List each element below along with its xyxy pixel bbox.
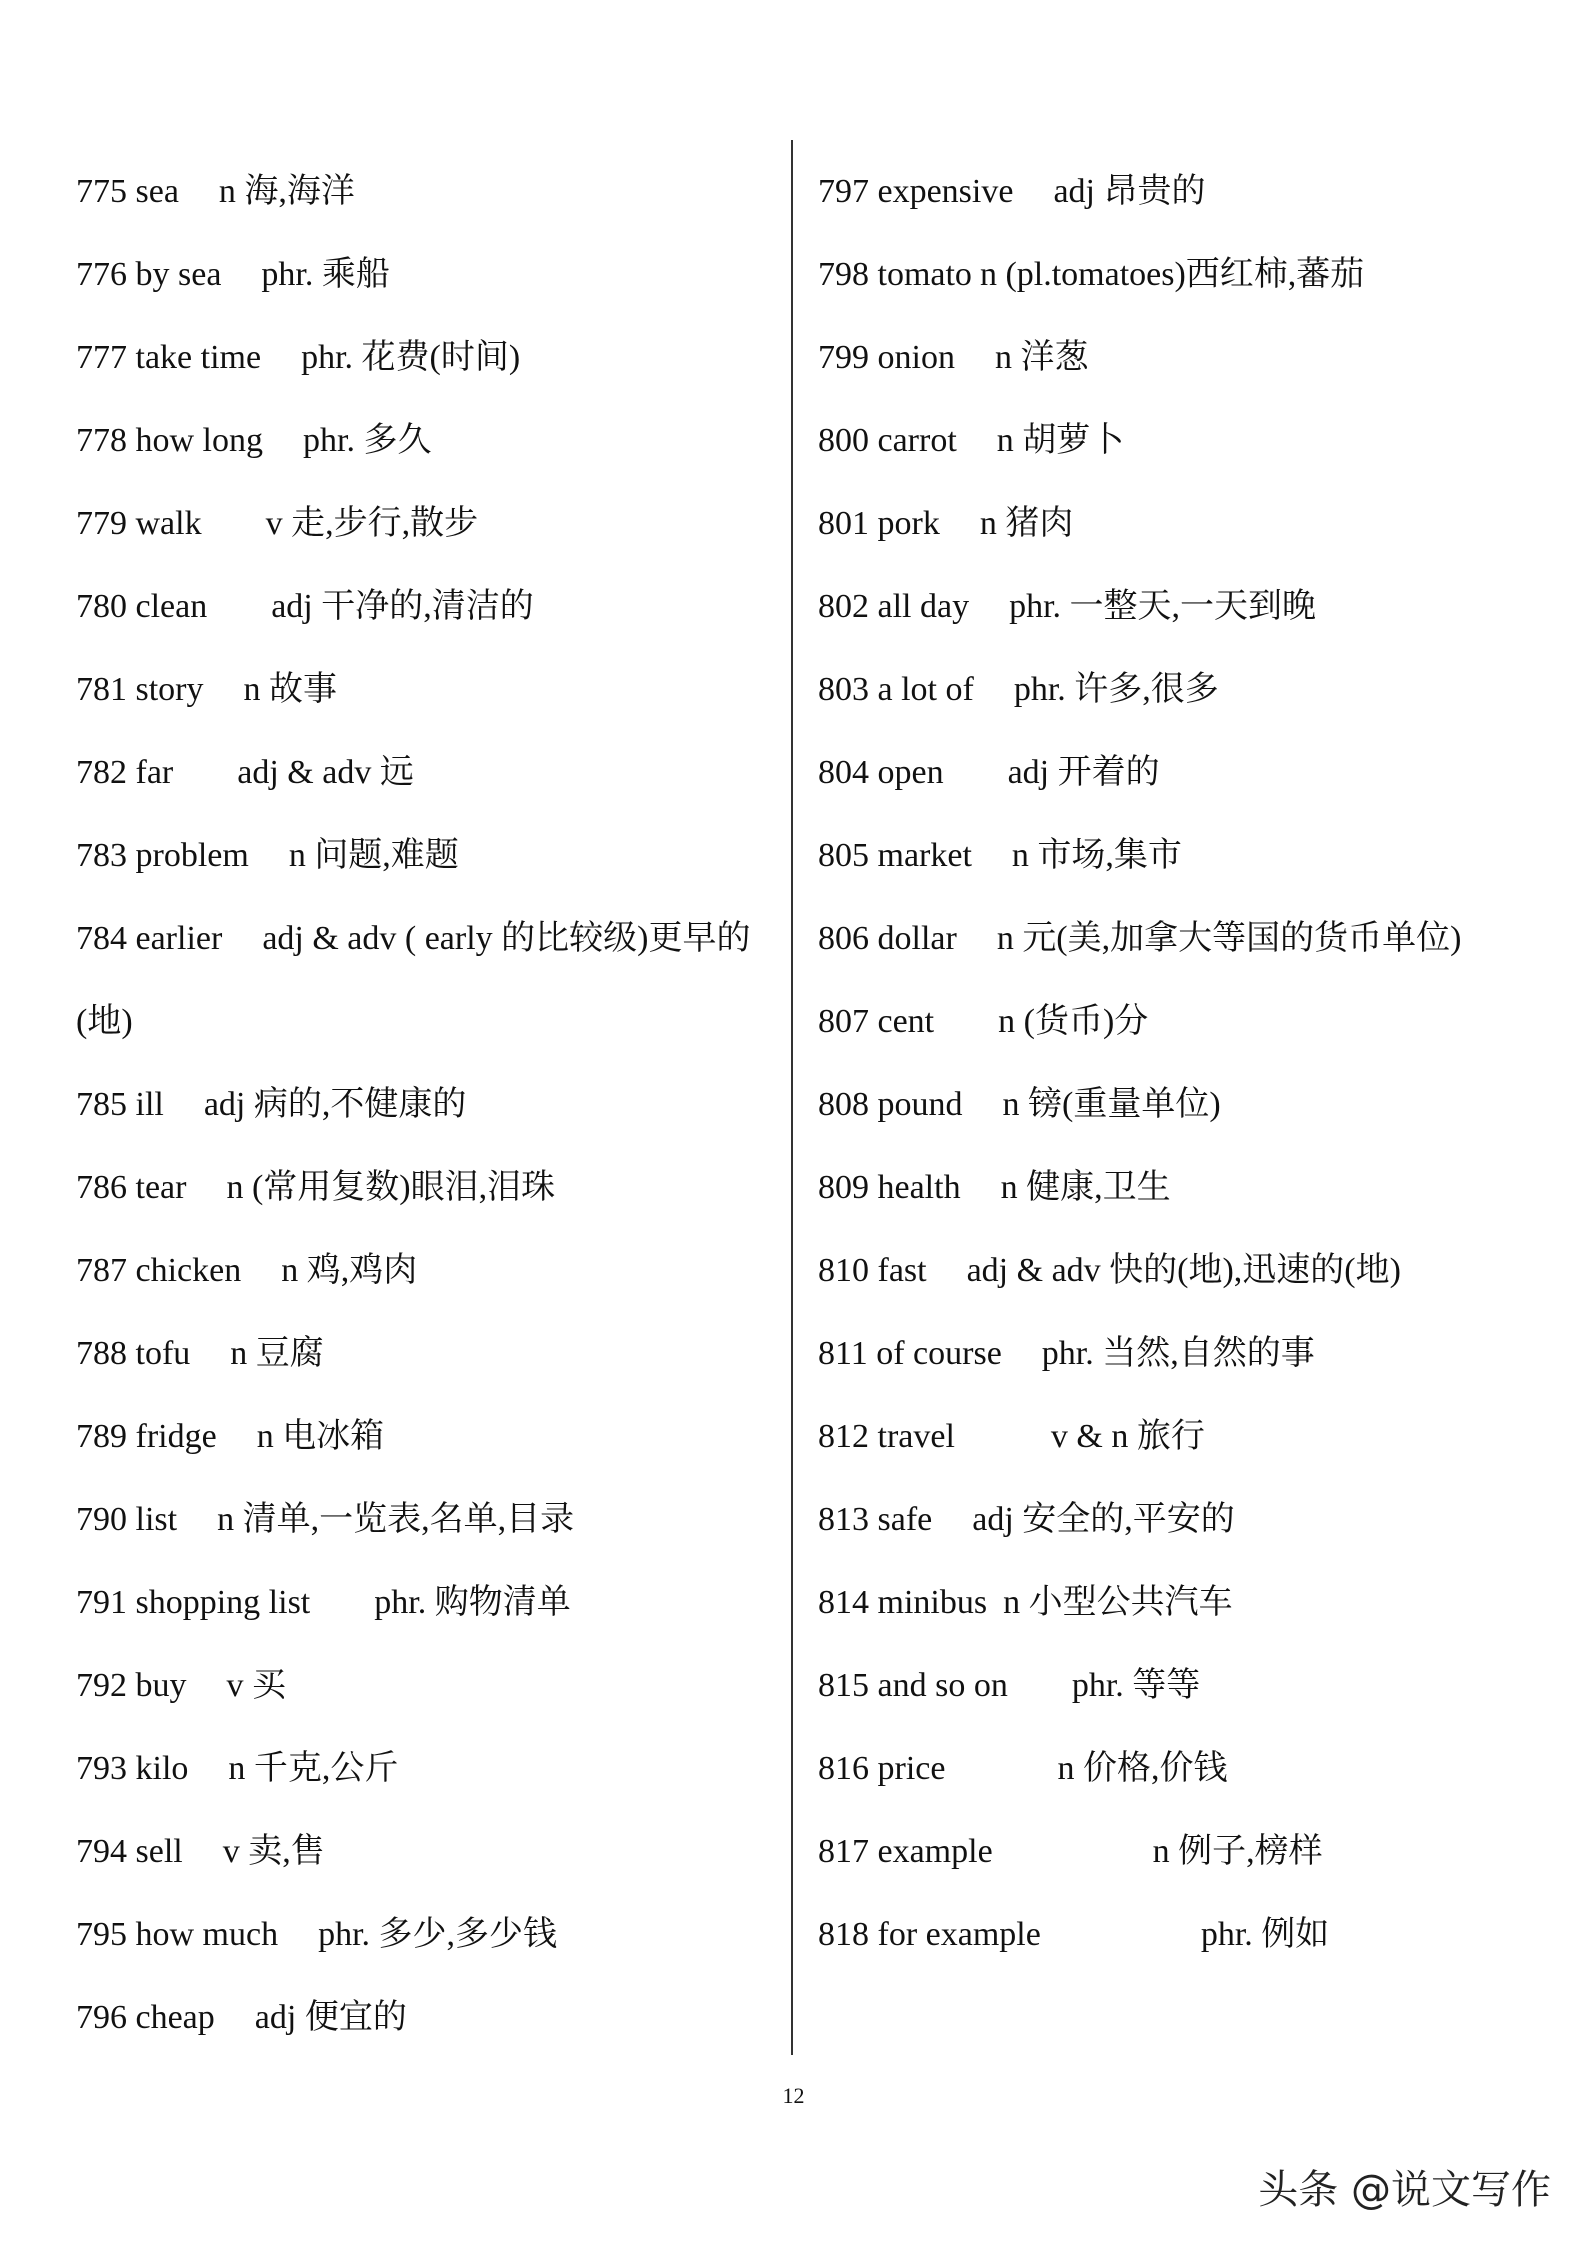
entry-definition: n (常用复数)眼泪,泪珠 bbox=[226, 1169, 556, 1206]
entry-word: 812 travel bbox=[818, 1418, 955, 1455]
entry-word: 789 fridge bbox=[76, 1418, 217, 1455]
entry-word: 815 and so on bbox=[818, 1667, 1008, 1704]
vocabulary-entry bbox=[818, 1644, 1538, 1727]
vocabulary-entry bbox=[818, 814, 1538, 897]
entry-definition: phr. 多久 bbox=[303, 422, 432, 459]
entry-word: 776 by sea bbox=[76, 256, 222, 293]
entry-definition: n 豆腐 bbox=[230, 1335, 324, 1372]
vocabulary-entry bbox=[818, 1312, 1538, 1395]
vocabulary-entry bbox=[818, 1146, 1538, 1229]
vocabulary-entry bbox=[76, 482, 776, 565]
entry-word: 796 cheap bbox=[76, 1999, 215, 2036]
entry-definition: adj 便宜的 bbox=[254, 1999, 407, 2036]
entry-definition: n 健康,卫生 bbox=[1000, 1169, 1171, 1206]
vocabulary-entry bbox=[818, 565, 1538, 648]
entry-definition: adj & adv 远 bbox=[237, 754, 414, 791]
entry-definition: n 价格,价钱 bbox=[1057, 1750, 1228, 1787]
vocabulary-entry bbox=[818, 150, 1538, 233]
page-number: 12 bbox=[782, 2083, 805, 2108]
vocabulary-entry bbox=[818, 980, 1538, 1063]
vocabulary-entry bbox=[76, 565, 776, 648]
entry-word: 807 cent bbox=[818, 1003, 935, 1040]
entry-definition: n 市场,集市 bbox=[1011, 837, 1182, 874]
entry-definition: phr. 乘船 bbox=[261, 256, 390, 293]
entry-definition: adj & adv ( early 的比较级)更早的(地) bbox=[76, 920, 751, 1040]
entry-word: 802 all day bbox=[818, 588, 970, 625]
entry-definition: adj & adv 快的(地),迅速的(地) bbox=[966, 1252, 1401, 1289]
entry-definition: adj 安全的,平安的 bbox=[972, 1501, 1235, 1538]
watermark-text: 头条 @说文写作 bbox=[1258, 2167, 1551, 2213]
vocabulary-entry bbox=[76, 648, 776, 731]
column-divider bbox=[791, 140, 793, 2055]
entry-word: 805 market bbox=[818, 837, 972, 874]
entry-word: 817 example bbox=[818, 1833, 993, 1870]
entry-definition: n 故事 bbox=[243, 671, 337, 708]
entry-definition: adj 病的,不健康的 bbox=[203, 1086, 467, 1123]
entry-word: 804 open bbox=[818, 754, 944, 791]
vocabulary-entry bbox=[76, 1395, 776, 1478]
vocabulary-entry bbox=[818, 731, 1538, 814]
entry-word: 800 carrot bbox=[818, 422, 957, 459]
entry-definition: n 元(美,加拿大等国的货币单位) bbox=[996, 920, 1462, 957]
entry-word: 775 sea bbox=[76, 173, 179, 210]
entry-definition: v 买 bbox=[226, 1667, 286, 1704]
entry-word: 810 fast bbox=[818, 1252, 927, 1289]
entry-word: 791 shopping list bbox=[76, 1584, 311, 1621]
vocabulary-entry bbox=[76, 1229, 776, 1312]
entry-definition: v 走,步行,散步 bbox=[265, 505, 479, 542]
right-vocabulary-column bbox=[818, 150, 1538, 1976]
vocabulary-entry bbox=[818, 1063, 1538, 1146]
entry-definition: adj 开着的 bbox=[1007, 754, 1160, 791]
entry-word: 787 chicken bbox=[76, 1252, 242, 1289]
entry-word: 788 tofu bbox=[76, 1335, 191, 1372]
entry-definition: adj 干净的,清洁的 bbox=[271, 588, 534, 625]
vocabulary-entry bbox=[818, 1727, 1538, 1810]
entry-definition: n 鸡,鸡肉 bbox=[281, 1252, 418, 1289]
entry-word: 780 clean bbox=[76, 588, 208, 625]
entry-word: 806 dollar bbox=[818, 920, 957, 957]
vocabulary-entry bbox=[76, 814, 776, 897]
entry-word: 794 sell bbox=[76, 1833, 183, 1870]
entry-word: 782 far bbox=[76, 754, 174, 791]
vocabulary-entry bbox=[76, 1561, 776, 1644]
entry-definition: n (pl.tomatoes)西红柿,蕃茄 bbox=[979, 256, 1365, 293]
vocabulary-entry bbox=[76, 1893, 776, 1976]
entry-definition: n 海,海洋 bbox=[218, 173, 355, 210]
entry-definition: v 卖,售 bbox=[222, 1833, 325, 1870]
entry-word: 803 a lot of bbox=[818, 671, 974, 708]
entry-definition: adj 昂贵的 bbox=[1053, 173, 1206, 210]
entry-word: 783 problem bbox=[76, 837, 249, 874]
vocabulary-entry bbox=[818, 233, 1538, 316]
vocabulary-entry bbox=[76, 1312, 776, 1395]
entry-word: 808 pound bbox=[818, 1086, 963, 1123]
entry-definition: n 洋葱 bbox=[994, 339, 1089, 376]
entry-word: 793 kilo bbox=[76, 1750, 189, 1787]
entry-word: 818 for example bbox=[818, 1916, 1041, 1953]
vocabulary-entry bbox=[818, 1893, 1538, 1976]
entry-definition: phr. 一整天,一天到晚 bbox=[1009, 588, 1317, 625]
vocabulary-entry bbox=[818, 1229, 1538, 1312]
vocabulary-entry bbox=[76, 1976, 776, 2059]
entry-definition: n 小型公共汽车 bbox=[1003, 1584, 1233, 1621]
vocabulary-entry bbox=[76, 1644, 776, 1727]
entry-word: 778 how long bbox=[76, 422, 263, 459]
entry-definition: n 电冰箱 bbox=[256, 1418, 385, 1455]
vocabulary-entry bbox=[76, 1063, 776, 1146]
entry-word: 799 onion bbox=[818, 339, 955, 376]
entry-word: 798 tomato bbox=[818, 256, 972, 293]
vocabulary-entry bbox=[76, 150, 776, 233]
vocabulary-entry bbox=[818, 482, 1538, 565]
vocabulary-entry bbox=[818, 1561, 1538, 1644]
entry-definition: n 例子,榜样 bbox=[1152, 1833, 1323, 1870]
entry-word: 785 ill bbox=[76, 1086, 164, 1123]
entry-definition: v & n 旅行 bbox=[1050, 1418, 1205, 1455]
entry-word: 786 tear bbox=[76, 1169, 187, 1206]
left-vocabulary-column bbox=[76, 150, 776, 2059]
vocabulary-entry bbox=[818, 648, 1538, 731]
vocabulary-entry bbox=[818, 316, 1538, 399]
vocabulary-entry bbox=[76, 399, 776, 482]
entry-word: 816 price bbox=[818, 1750, 946, 1787]
vocabulary-entry bbox=[818, 1395, 1538, 1478]
entry-definition: phr. 花费(时间) bbox=[301, 339, 521, 376]
entry-definition: phr. 多少,多少钱 bbox=[318, 1916, 558, 1953]
vocabulary-entry bbox=[76, 1727, 776, 1810]
vocabulary-entry bbox=[818, 1478, 1538, 1561]
entry-definition: n 猪肉 bbox=[979, 505, 1074, 542]
entry-word: 792 buy bbox=[76, 1667, 187, 1704]
entry-definition: n 清单,一览表,名单,目录 bbox=[217, 1501, 575, 1538]
entry-word: 784 earlier bbox=[76, 920, 223, 957]
vocabulary-entry bbox=[818, 399, 1538, 482]
entry-word: 813 safe bbox=[818, 1501, 933, 1538]
vocabulary-entry bbox=[76, 1478, 776, 1561]
entry-definition: phr. 购物清单 bbox=[374, 1584, 571, 1621]
entry-definition: phr. 当然,自然的事 bbox=[1041, 1335, 1315, 1372]
entry-word: 777 take time bbox=[76, 339, 262, 376]
entry-definition: n 胡萝卜 bbox=[996, 422, 1125, 459]
vocabulary-entry bbox=[818, 1810, 1538, 1893]
entry-word: 790 list bbox=[76, 1501, 178, 1538]
vocabulary-entry bbox=[76, 233, 776, 316]
vocabulary-entry bbox=[76, 316, 776, 399]
vocabulary-entry bbox=[818, 897, 1538, 980]
vocabulary-entry bbox=[76, 1810, 776, 1893]
entry-definition: n 问题,难题 bbox=[288, 837, 459, 874]
entry-word: 811 of course bbox=[818, 1335, 1002, 1372]
vocabulary-entry bbox=[76, 731, 776, 814]
entry-word: 779 walk bbox=[76, 505, 202, 542]
entry-word: 795 how much bbox=[76, 1916, 279, 1953]
entry-definition: n 镑(重量单位) bbox=[1002, 1086, 1221, 1123]
entry-definition: phr. 例如 bbox=[1200, 1916, 1330, 1953]
vocabulary-entry bbox=[76, 897, 776, 1063]
entry-definition: n 千克,公斤 bbox=[228, 1750, 399, 1787]
entry-word: 814 minibus bbox=[818, 1584, 988, 1621]
entry-definition: phr. 许多,很多 bbox=[1013, 671, 1219, 708]
entry-word: 797 expensive bbox=[818, 173, 1014, 210]
entry-word: 781 story bbox=[76, 671, 204, 708]
entry-word: 801 pork bbox=[818, 505, 940, 542]
entry-definition: phr. 等等 bbox=[1071, 1667, 1201, 1704]
vocabulary-entry bbox=[76, 1146, 776, 1229]
entry-word: 809 health bbox=[818, 1169, 961, 1206]
entry-definition: n (货币)分 bbox=[998, 1003, 1149, 1040]
